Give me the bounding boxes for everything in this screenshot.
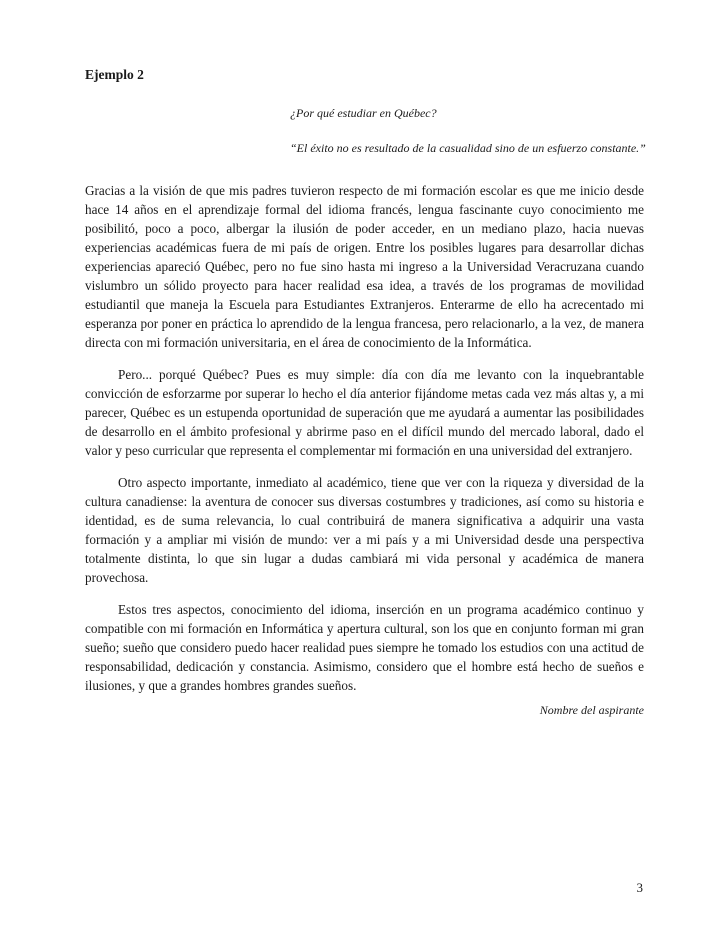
page-number: 3 [636, 880, 643, 895]
document-heading: Ejemplo 2 [85, 67, 144, 82]
epigraph-quote: “El éxito no es resultado de la casualidad sino de un esfuerzo constante.” [290, 141, 646, 155]
paragraph-2: Pero... porqué Québec? Pues es muy simple: día con día me levanto con la inquebrantable convicción de esforzarme por superar lo hecho el día anterior fijándome metas cada vez más altas y, a mi parecer, Québec es un estupenda oportunidad de superación que me ayudará a aumentar las posibilidades de desarrollo en el ámbito profesional y abrirme paso en el difícil mundo del mercado laboral, dado el valor y peso curricular que representa el complementar mi formación en una universidad del extranjero. [85, 367, 644, 458]
paragraph-3: Otro aspecto importante, inmediato al académico, tiene que ver con la riqueza y diversidad de la cultura canadiense: la aventura de conocer sus diversas costumbres y tradiciones, así como su historia e identidad, es de suma relevancia, lo cual contribuirá de manera significativa a adquirir una vasta formación y a ampliar mi visión de mundo: ver a mi país y a mi Universidad desde una perspectiva totalmente distinta, lo que sin lugar a dudas cambiará mi vida personal y académica de manera provechosa. [85, 475, 644, 585]
essay-title: ¿Por qué estudiar en Québec? [290, 106, 437, 120]
applicant-signature: Nombre del aspirante [539, 703, 644, 717]
paragraph-4: Estos tres aspectos, conocimiento del idioma, inserción en un programa académico continuo y compatible con mi formación en Informática y apertura cultural, son los que en conjunto forman mi gran sueño; sueño que considero puedo hacer realidad pues siempre he tomado los estudios con una actitud de responsabilidad, dedicación y constancia. Asimismo, considero que el hombre está hecho de sueños e ilusiones, y que a grandes hombres grandes sueños. [85, 602, 644, 693]
essay-body [85, 181, 644, 708]
paragraph-1: Gracias a la visión de que mis padres tuvieron respecto de mi formación escolar es que me inicio desde hace 14 años en el aprendizaje formal del idioma francés, lengua fascinante cuyo conocimiento me posibilitó, poco a poco, albergar la ilusión de poder acceder, en un mediano plazo, hacia nuevas experiencias académicas fuera de mi país de origen. Entre los posibles lugares para desarrollar dichas experiencias apareció Québec, pero no fue sino hasta mi ingreso a la Universidad Veracruzana cuando vislumbro un sólido proyecto para hacer realidad esa idea, a través de los programas de movilidad estudiantil que maneja la Escuela para Estudiantes Extranjeros. Enterarme de ello ha acrecentado mi esperanza por poner en práctica lo aprendido de la lengua francesa, pero relacionarlo, a la vez, de manera directa con mi formación universitaria, en el área de conocimiento de la Informática. [85, 183, 644, 350]
